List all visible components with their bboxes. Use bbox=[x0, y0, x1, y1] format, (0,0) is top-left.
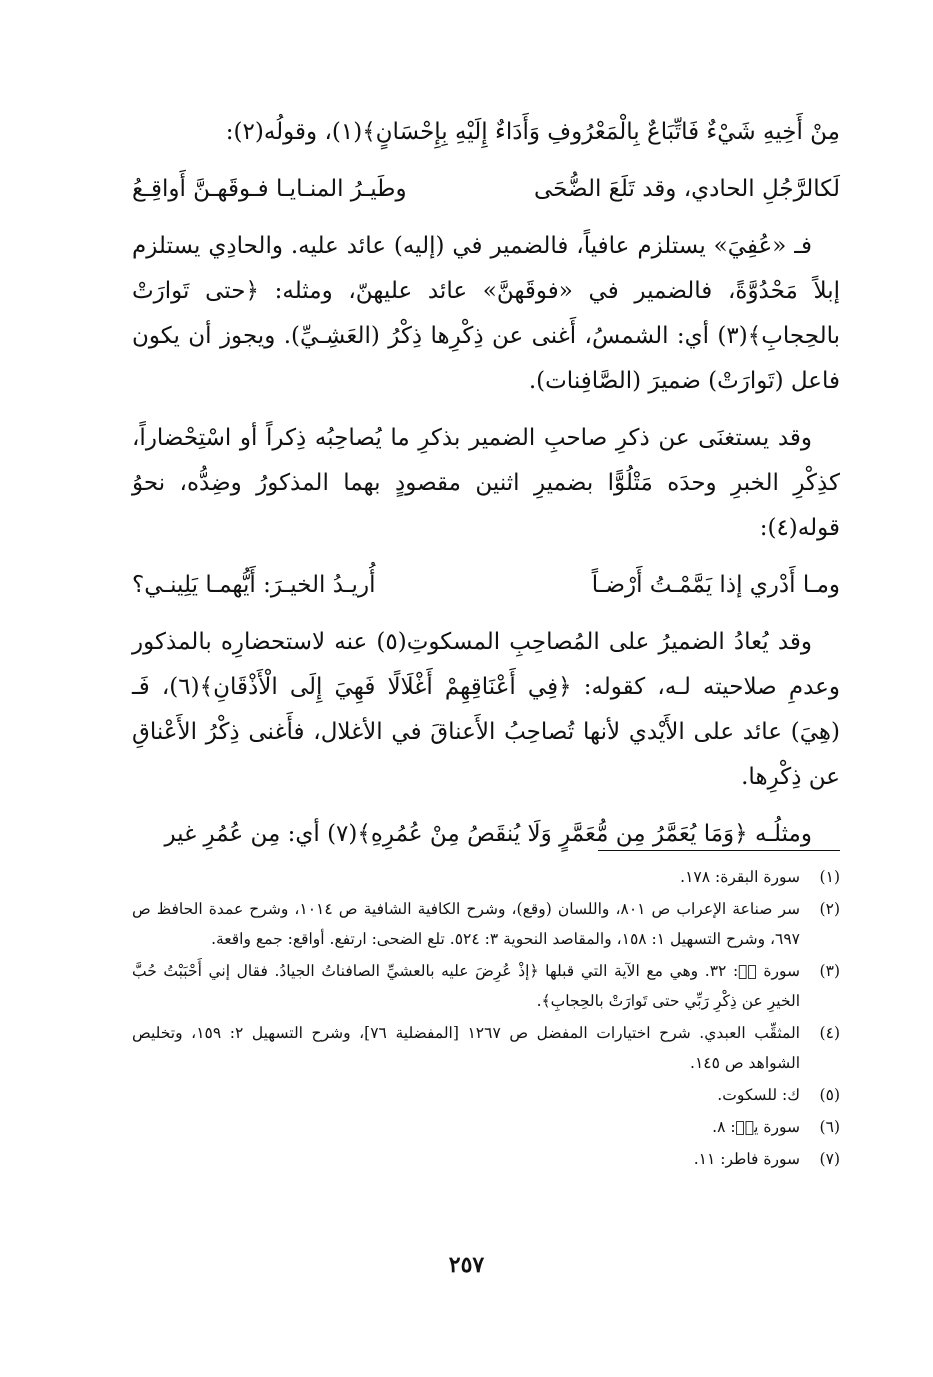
verse-hemistich-first: لَكالرَّجُلِ الحادي، وقد تَلَعَ الضُّحَى bbox=[533, 176, 840, 202]
footnote-number: (٣) bbox=[819, 962, 840, 980]
page-number: ٢٥٧ bbox=[448, 1252, 485, 1278]
footnote-text: ك: للسكوت. bbox=[717, 1086, 800, 1104]
footnote-text: المثقِّب العبدي. شرح اختيارات المفضل ص ١٢٦٧ [المفضلية ٧٦]، وشرح التسهيل ٢: ١٥٩، وتخليص الشواهد ص ١٤٥. bbox=[132, 1024, 800, 1072]
footnote-number: (٧) bbox=[819, 1150, 840, 1168]
footnote-number: (٤) bbox=[819, 1024, 840, 1042]
verse-hemistich-second: أُريـدُ الخيـرَ: أَيُّهمـا يَلِينـي؟ bbox=[132, 572, 376, 598]
footnotes bbox=[132, 862, 840, 1176]
main-text bbox=[132, 110, 840, 869]
footnote-3 bbox=[132, 956, 840, 1016]
footnote-2 bbox=[132, 894, 840, 954]
paragraph-istighna: وقد يستغنَى عن ذكرِ صاحبِ الضمير بذكرِ ما يُصاحِبُه ذِكراً أو اسْتِحْضاراً، كذِكْرِ الخبرِ وحدَه مَتْلُوًّا بضميرِ اثنين مقصودٍ بهما المذكورُ وضِدُّه، نحوُ قوله(٤): bbox=[132, 425, 840, 541]
footnote-text: سر صناعة الإعراب ص ٨٠١، واللسان (وقع)، وشرح الكافية الشافية ص ١٠١٤، وشرح عمدة الحافظ ص ٦٩٧، وشرح التسهيل ١: ١٥٨، والمقاصد النحوية ٣: ٥٢٤. تلع الضحى: ارتفع. أواقع: جمع واقعة. bbox=[132, 900, 801, 948]
footnote-text: سورة صۤ: ٣٢. وهي مع الآية التي قبلها ﴿إذْ عُرِضَ عليه بالعشيِّ الصافناتُ الجيادُ. فقال إني أَحْبَبْتُ حُبَّ الخيرِ عن ذِكْرِ رَبِّي حتى تَوارَتْ بالحِجابِ﴾. bbox=[132, 962, 800, 1010]
footnote-number: (٥) bbox=[819, 1086, 840, 1104]
poetry-verse-2 bbox=[132, 563, 840, 608]
footnote-4 bbox=[132, 1018, 840, 1078]
footnote-text: سورة البقرة: ١٧٨. bbox=[680, 868, 800, 886]
footnote-number: (٦) bbox=[819, 1118, 840, 1136]
paragraph-mithluh: ومثلُـه ﴿وَمَا يُعَمَّرُ مِن مُّعَمَّرٍ وَلَا يُنقَصُ مِنْ عُمُرِهِ﴾(٧) أي: مِن عُمُرِ غير bbox=[164, 821, 812, 847]
footnote-7 bbox=[132, 1144, 840, 1174]
paragraph-afiya: فـ «عُفِيَ» يستلزم عافياً، فالضمير في (إليه) عائد عليه. والحادِي يستلزم إبلاً مَحْدُوَّةً، فالضمير في «فوقَهنَّ» عائد عليهنّ، ومثله: ﴿حتى تَوارَتْ بالحِجابِ﴾(٣) أي: الشمسُ، أَغنى عن ذِكْرِها ذِكْرُ (العَشِـيِّ). ويجوز أن يكون فاعل (تَوارَتْ) ضميرَ (الصَّافِنات). bbox=[132, 233, 840, 394]
footnote-separator bbox=[598, 850, 840, 851]
footnote-1 bbox=[132, 862, 840, 892]
footnote-text: سورة فاطر: ١١. bbox=[693, 1150, 800, 1168]
verse-hemistich-first: ومـا أَدْري إذا يَمَّمْـتُ أَرْضـاً bbox=[591, 572, 840, 598]
footnote-number: (٢) bbox=[819, 900, 840, 918]
footnote-6 bbox=[132, 1112, 840, 1142]
paragraph-musahib: وقد يُعادُ الضميرُ على المُصاحِبِ المسكوتِ(٥) عنه لاستحضارِه بالمذكور وعدمِ صلاحيته لـه، كقوله: ﴿فِي أَعْنَاقِهِمْ أَغْلَالًا فَهِيَ إِلَى الْأَذْقَانِ﴾(٦)، فَـ (هِيَ) عائد على الأَيْدي لأنها تُصاحِبُ الأَعناقَ في الأغلال، فأَغنى ذِكْرُ الأَعْناقِ عن ذِكْرِها. bbox=[132, 629, 840, 790]
poetry-verse-1 bbox=[132, 167, 840, 212]
paragraph-quran-continuation: مِنْ أَخِيهِ شَيْءٌ فَاتِّبَاعٌ بِالْمَعْرُوفِ وَأَدَاءٌ إِلَيْهِ بِإِحْسَانٍ﴾(١)، وقولُه(٢): bbox=[225, 119, 840, 145]
footnote-5 bbox=[132, 1080, 840, 1110]
verse-hemistich-second: وطَيـرُ المنـايـا فـوقَهـنَّ أَواقِـعُ bbox=[132, 176, 407, 202]
footnote-number: (١) bbox=[819, 868, 840, 886]
footnote-text: سورة يسۤ: ٨. bbox=[712, 1118, 800, 1136]
